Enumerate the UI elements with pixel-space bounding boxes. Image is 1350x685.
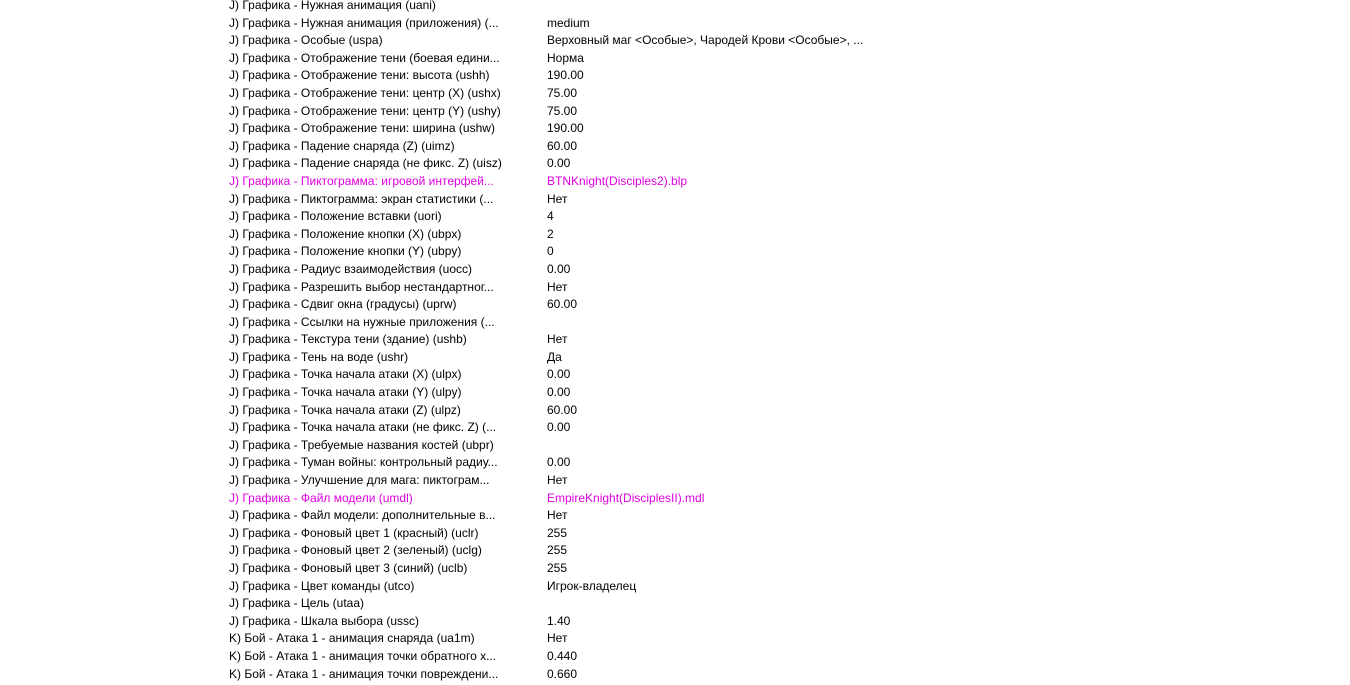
field-row[interactable] [229,67,1129,85]
field-value: 0.00 [547,385,571,400]
field-name: J) Графика - Фоновый цвет 3 (синий) (uclb) [229,561,468,575]
field-row[interactable] [229,507,1129,525]
field-row[interactable] [229,103,1129,121]
field-value: Норма [547,50,584,65]
field-name: J) Графика - Нужная анимация (uani) [229,0,436,12]
field-name: J) Графика - Падение снаряда (не фикс. Z) (uisz) [229,156,502,171]
field-row[interactable] [229,50,1129,68]
field-name: J) Графика - Цвет команды (utco) [229,578,415,593]
field-row[interactable] [229,472,1129,490]
field-row[interactable] [229,261,1129,279]
field-row[interactable] [229,349,1129,367]
field-row[interactable] [229,454,1129,472]
field-value: 75.00 [547,85,578,100]
field-name: J) Графика - Отображение тени (боевая едини... [229,50,500,65]
field-row[interactable] [229,666,1129,684]
field-row[interactable] [229,173,1129,191]
field-row[interactable] [229,15,1129,33]
field-row[interactable] [229,314,1129,332]
field-value: 190.00 [547,121,584,136]
field-row[interactable] [229,243,1129,261]
field-name: J) Графика - Отображение тени: высота (ushh) [229,68,490,83]
field-value: 0.440 [547,648,578,663]
field-name: J) Графика - Отображение тени: ширина (ushw) [229,121,495,136]
field-name: J) Графика - Пиктограмма: игровой интерфей... [229,173,494,188]
field-name: J) Графика - Точка начала атаки (X) (ulpx) [229,367,462,382]
field-name: J) Графика - Файл модели (umdl) [229,490,413,505]
field-name: K) Бой - Атака 1 - анимация точки обратного х... [229,648,497,663]
field-value: Нет [547,191,568,206]
field-name: J) Графика - Падение снаряда (Z) (uimz) [229,138,455,153]
field-row[interactable] [229,542,1129,560]
field-value: Нет [547,332,568,347]
field-name: K) Бой - Атака 1 - анимация снаряда (ua1m) [229,631,475,646]
field-row[interactable] [229,595,1129,613]
field-name: J) Графика - Фоновый цвет 1 (красный) (uclr) [229,525,479,540]
field-value: 60.00 [547,297,578,312]
field-value: 75.00 [547,103,578,118]
field-row[interactable] [229,226,1129,244]
field-row[interactable] [229,402,1129,420]
field-name: J) Графика - Текстура тени (здание) (ushb) [229,332,467,347]
field-row[interactable] [229,296,1129,314]
field-row[interactable] [229,191,1129,209]
field-name: J) Графика - Требуемые названия костей (ubpr) [229,437,494,452]
field-name: J) Графика - Ссылки на нужные приложения (... [229,314,495,329]
field-row[interactable] [229,578,1129,596]
field-row[interactable] [229,85,1129,103]
field-row[interactable] [229,437,1129,455]
field-value: EmpireKnight(DisciplesII).mdl [547,490,705,505]
field-row[interactable] [229,208,1129,226]
field-value [547,437,1129,455]
field-name: J) Графика - Пиктограмма: экран статистики (... [229,191,494,206]
field-row[interactable] [229,0,1129,15]
field-name: J) Графика - Цель (utaa) [229,596,365,611]
field-value: 255 [547,543,568,558]
field-name: J) Графика - Точка начала атаки (Z) (ulpz) [229,402,461,417]
field-value: Да [547,349,562,364]
field-value: 4 [547,209,554,224]
field-value: 255 [547,561,568,575]
field-row[interactable] [229,138,1129,156]
field-value: 60.00 [547,138,578,153]
field-value: 1.40 [547,613,571,628]
field-value: Верховный маг <Особые>, Чародей Крови <Особые>, ... [547,33,864,48]
field-value [547,314,1129,332]
field-value: Нет [547,473,568,488]
field-name: J) Графика - Точка начала атаки (не фикс. Z) (... [229,420,497,435]
field-name: J) Графика - Шкала выбора (ussc) [229,613,420,628]
object-fields-list [229,0,1129,683]
field-value: 0.00 [547,156,571,171]
field-row[interactable] [229,560,1129,578]
field-name: J) Графика - Особые (uspa) [229,33,383,48]
field-name: J) Графика - Отображение тени: центр (Y) (ushy) [229,103,501,118]
field-value: Нет [547,508,568,523]
field-value: 2 [547,226,554,241]
field-row[interactable] [229,648,1129,666]
field-name: J) Графика - Файл модели: дополнительные в... [229,508,496,523]
field-row[interactable] [229,279,1129,297]
field-name: J) Графика - Сдвиг окна (градусы) (uprw) [229,297,457,312]
field-name: J) Графика - Фоновый цвет 2 (зеленый) (uclg) [229,543,482,558]
field-row[interactable] [229,419,1129,437]
field-row[interactable] [229,32,1129,50]
field-value: 0 [547,244,554,259]
field-value: BTNKnight(Disciples2).blp [547,173,688,188]
field-row[interactable] [229,613,1129,631]
field-value: 0.00 [547,420,571,435]
field-value [547,0,1129,15]
field-value: medium [547,15,590,30]
field-row[interactable] [229,384,1129,402]
field-value: Игрок-владелец [547,578,637,593]
field-name: J) Графика - Отображение тени: центр (X) (ushx) [229,85,501,100]
field-value: Нет [547,279,568,294]
field-name: J) Графика - Положение кнопки (Y) (ubpy) [229,244,462,259]
field-value: 0.660 [547,666,578,681]
field-row[interactable] [229,155,1129,173]
field-row[interactable] [229,525,1129,543]
field-value: 0.00 [547,367,571,382]
field-value: 60.00 [547,402,578,417]
field-name: J) Графика - Улучшение для мага: пиктограм... [229,473,490,488]
field-row[interactable] [229,331,1129,349]
field-name: J) Графика - Точка начала атаки (Y) (ulpy) [229,385,462,400]
field-row[interactable] [229,120,1129,138]
field-row[interactable] [229,630,1129,648]
field-name: J) Графика - Радиус взаимодействия (uocc) [229,261,473,276]
field-name: J) Графика - Туман войны: контрольный радиу... [229,455,498,470]
field-value: 0.00 [547,261,571,276]
field-name: J) Графика - Положение кнопки (X) (ubpx) [229,226,462,241]
field-name: J) Графика - Положение вставки (uori) [229,209,442,224]
field-value: 190.00 [547,68,584,83]
field-name: K) Бой - Атака 1 - анимация точки повреждени... [229,666,499,681]
field-name: J) Графика - Тень на воде (ushr) [229,349,409,364]
field-row[interactable] [229,366,1129,384]
field-value [547,595,1129,613]
field-row[interactable] [229,490,1129,508]
field-name: J) Графика - Нужная анимация (приложения) (... [229,15,499,30]
field-name: J) Графика - Разрешить выбор нестандартног... [229,279,494,294]
field-value: 255 [547,525,568,540]
field-value: Нет [547,631,568,646]
field-value: 0.00 [547,455,571,470]
